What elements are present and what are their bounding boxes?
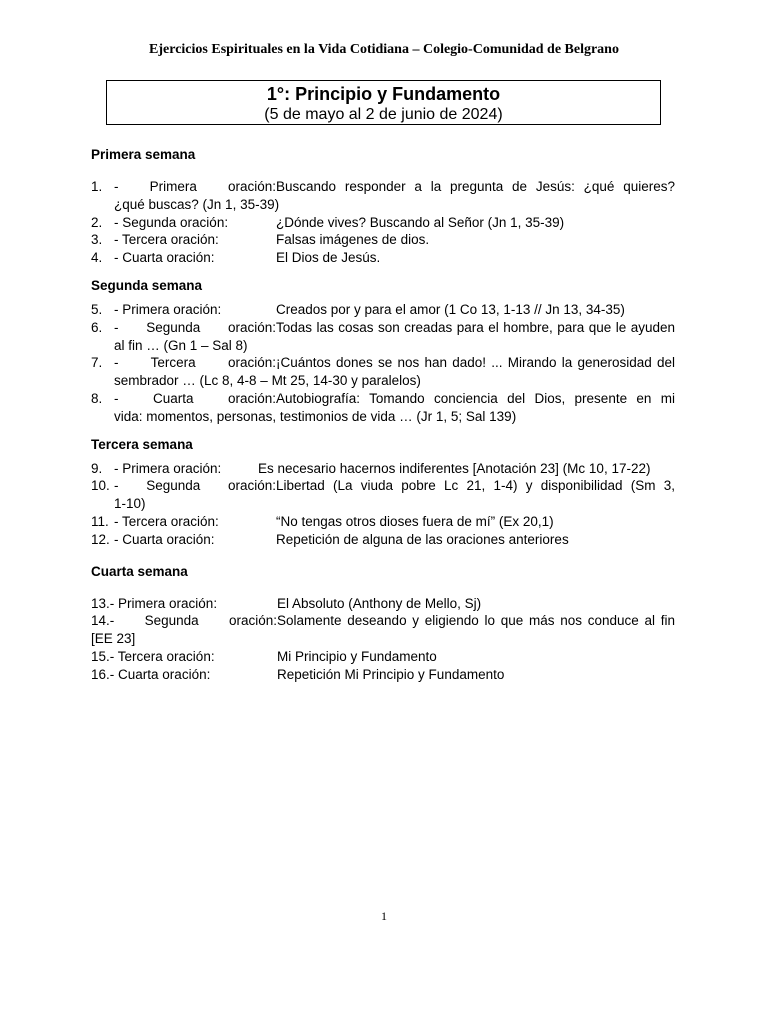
document-body (91, 146, 675, 684)
item-number: 9. (91, 460, 103, 476)
item-text-continued: [EE 23] (91, 631, 136, 647)
item-text: Libertad (La viuda pobre Lc 21, 1-4) y disponibilidad (Sm 3, (276, 478, 675, 494)
item-label: - Segunda oración: (114, 319, 276, 335)
item-number: 15.- (91, 648, 115, 664)
item-number: 14.- (91, 613, 115, 629)
item-label: - Cuarta oración: (114, 531, 215, 547)
item-label: - Segunda oración: (114, 214, 229, 230)
item-text-continued: sembrador … (Lc 8, 4-8 – Mt 25, 14-30 y paralelos) (114, 373, 421, 389)
item-number: 4. (91, 250, 103, 266)
list-item (91, 231, 675, 249)
list-item (91, 319, 675, 355)
item-label: - Cuarta oración: (114, 390, 276, 406)
item-text: El Dios de Jesús. (276, 250, 381, 266)
item-label: Segunda oración: (144, 613, 277, 629)
item-number: 12. (91, 531, 110, 547)
item-number: 13.- (91, 595, 115, 611)
item-number: 10. (91, 478, 110, 494)
document-subtitle: (5 de mayo al 2 de junio de 2024) (264, 106, 503, 123)
list-item (91, 214, 675, 232)
list-item (91, 513, 675, 531)
item-number: 11. (91, 513, 109, 529)
list-item (91, 390, 675, 426)
item-number: 16.- (91, 666, 115, 682)
item-text-continued: al fin … (Gn 1 – Sal 8) (114, 337, 248, 353)
item-number: 2. (91, 214, 103, 230)
page-number: 1 (381, 909, 387, 923)
item-number: 7. (91, 355, 103, 371)
section-title-week-2: Segunda semana (91, 277, 203, 293)
item-text: Repetición Mi Principio y Fundamento (277, 666, 505, 682)
section-title-week-4: Cuarta semana (91, 563, 188, 579)
item-number: 5. (91, 301, 103, 317)
list-item (91, 477, 675, 513)
list-item (91, 301, 675, 319)
item-text: “No tengas otros dioses fuera de mí” (Ex 20,1) (276, 513, 554, 529)
item-label: Cuarta oración: (118, 666, 211, 682)
item-text: ¿Dónde vives? Buscando al Señor (Jn 1, 35-39) (276, 214, 565, 230)
item-label: - Primera oración: (114, 179, 276, 194)
item-text-continued: 1-10) (114, 496, 146, 512)
item-number: 8. (91, 390, 103, 406)
list-item (91, 612, 675, 648)
item-text: ¡Cuántos dones se nos han dado! ... Mirando la generosidad del (276, 355, 675, 371)
item-label: Primera oración: (118, 595, 218, 611)
item-text: Todas las cosas son creadas para el hombre, para que le ayuden (276, 319, 675, 335)
title-box (106, 80, 661, 125)
item-text: Buscando responder a la pregunta de Jesús: ¿qué quieres? (276, 179, 675, 194)
item-number: 6. (91, 319, 103, 335)
item-number: 3. (91, 232, 103, 248)
item-text: Mi Principio y Fundamento (277, 648, 437, 664)
list-item (91, 460, 675, 478)
item-label: - Primera oración: (114, 301, 222, 317)
list-item (91, 531, 675, 549)
item-number: 1. (91, 179, 103, 194)
list-item (91, 249, 675, 267)
list-item (91, 666, 675, 684)
item-label: Tercera oración: (117, 648, 215, 664)
item-text: Creados por y para el amor (1 Co 13, 1-13 // Jn 13, 34-35) (276, 301, 625, 317)
item-text: Falsas imágenes de dios. (276, 232, 430, 248)
item-label: - Tercera oración: (114, 355, 276, 371)
list-item (91, 595, 675, 613)
item-label: - Tercera oración: (114, 513, 219, 529)
item-text: Solamente deseando y eligiendo lo que más nos conduce al fin (277, 613, 675, 629)
item-label: - Tercera oración: (114, 232, 219, 248)
item-label: - Cuarta oración: (114, 250, 215, 266)
item-text-continued: vida: momentos, personas, testimonios de vida … (Jr 1, 5; Sal 139) (114, 408, 517, 424)
item-text: Es necesario hacernos indiferentes [Anotación 23] (Mc 10, 17-22) (258, 460, 651, 476)
list-item (91, 648, 675, 666)
document-header: Ejercicios Espirituales en la Vida Cotidiana – Colegio-Comunidad de Belgrano (149, 42, 619, 57)
document-title: 1°: Principio y Fundamento (266, 84, 501, 104)
section-title-week-1: Primera semana (91, 147, 196, 162)
item-label: - Segunda oración: (114, 478, 276, 494)
list-item (91, 354, 675, 390)
item-text: Autobiografía: Tomando conciencia del Dios, presente en mi (276, 390, 675, 406)
section-title-week-3: Tercera semana (91, 436, 193, 452)
list-item (91, 178, 675, 214)
item-text-continued: ¿qué buscas? (Jn 1, 35-39) (114, 196, 280, 212)
item-text: El Absoluto (Anthony de Mello, Sj) (277, 595, 482, 611)
item-label: - Primera oración: (114, 460, 222, 476)
item-text: Repetición de alguna de las oraciones anteriores (276, 531, 569, 547)
